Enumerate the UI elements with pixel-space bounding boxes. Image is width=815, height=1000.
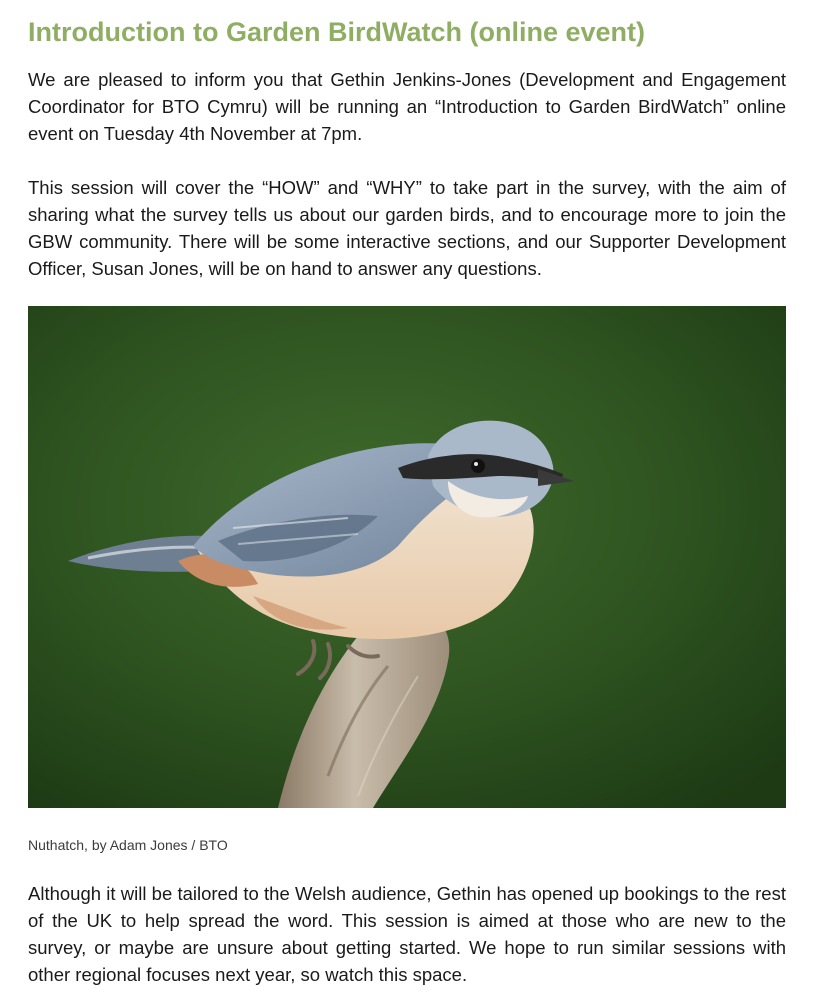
paragraph-audience: Although it will be tailored to the Welsh audience, Gethin has opened up bookings to the rest of the UK to help spread the word. This session is aimed at those who are new to the survey, or maybe are unsure about getting started. We hope to run similar sessions with other regional focuses next year, so watch this space. bbox=[28, 883, 786, 985]
paragraph-session-details: This session will cover the “HOW” and “WHY” to take part in the survey, with the aim of sharing what the survey tells us about our garden birds, and to encourage more to join the GBW community. There will be some interactive sections, and our Supporter Development Officer, Susan Jones, will be on hand to answer any questions. bbox=[28, 177, 786, 279]
nuthatch-photo bbox=[28, 306, 786, 808]
article-title: Introduction to Garden BirdWatch (online event) bbox=[28, 17, 645, 47]
paragraph-event-intro: We are pleased to inform you that Gethin Jenkins-Jones (Development and Engagement Coordinator for BTO Cymru) will be running an “Introduction to Garden BirdWatch” online event on Tuesday 4th November at 7pm. bbox=[28, 69, 786, 144]
image-caption: Nuthatch, by Adam Jones / BTO bbox=[28, 837, 228, 853]
